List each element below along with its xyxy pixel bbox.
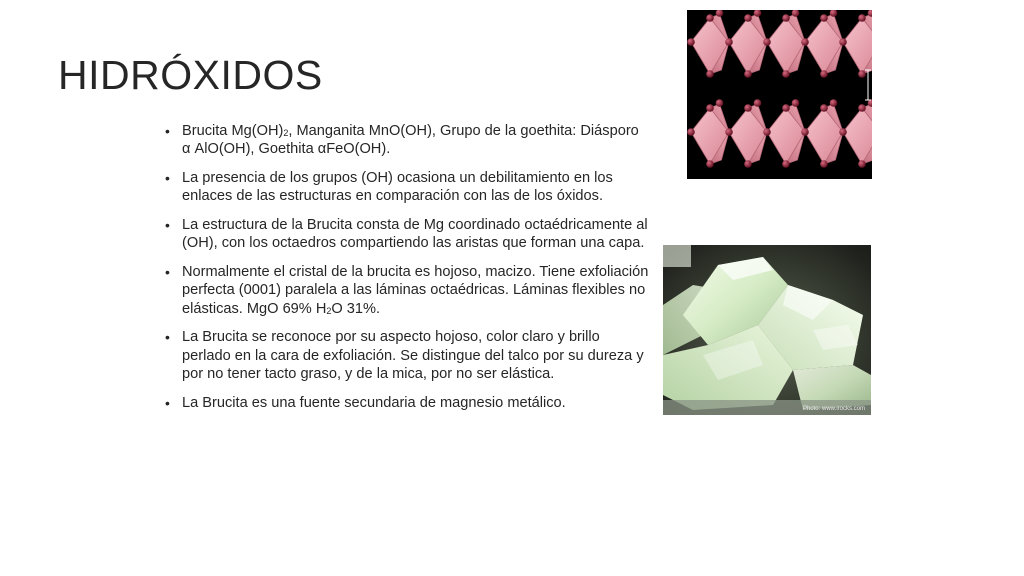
atom xyxy=(744,14,752,22)
bullet-dot: • xyxy=(165,394,170,411)
atom xyxy=(782,14,790,22)
atom xyxy=(687,38,695,46)
atom xyxy=(754,99,762,107)
bullet-list xyxy=(165,122,650,422)
bullet-text: Normalmente el cristal de la brucita es hojoso, macizo. Tiene exfoliación perfecta (0001) paralela a las láminas octaédricas. Láminas flexibles no elásticas. MgO 69% H xyxy=(182,264,649,317)
bullet-item xyxy=(165,169,650,206)
atom xyxy=(820,14,828,22)
bullet-item xyxy=(165,216,650,253)
atom xyxy=(744,104,752,112)
atom xyxy=(839,128,847,136)
atom xyxy=(792,99,800,107)
atom xyxy=(706,104,714,112)
atom xyxy=(725,38,733,46)
bullet-text: , Manganita MnO(OH), Grupo de la goethita: Diásporo α AlO(OH), Goethita αFeO(OH). xyxy=(182,123,639,158)
atom xyxy=(820,160,828,168)
octahedral-layer-structure-icon xyxy=(687,10,872,179)
bullet-dot: • xyxy=(165,329,170,346)
atom xyxy=(858,104,866,112)
photo-credit: Photo: www.irocks.com xyxy=(802,406,865,412)
bullet-dot: • xyxy=(165,123,170,139)
bullet-item xyxy=(165,394,650,412)
bullet-text: Brucita Mg(OH) xyxy=(182,123,284,139)
atom xyxy=(801,38,809,46)
bullet-text: La presencia de los grupos (OH) ocasiona un debilitamiento en los enlaces de las estructuras en comparación con las de los óxidos. xyxy=(182,170,613,205)
brucite-crystal-image xyxy=(663,245,871,415)
atom xyxy=(716,99,724,107)
atom xyxy=(763,38,771,46)
slide-title: HIDRÓXIDOS xyxy=(58,52,323,98)
subscript-text: 2 xyxy=(326,305,332,316)
brucite-crystal-photo-icon xyxy=(663,245,871,415)
atom xyxy=(830,99,838,107)
bullet-dot: • xyxy=(165,264,170,280)
atom xyxy=(782,70,790,78)
atom xyxy=(858,160,866,168)
bullet-text: La estructura de la Brucita consta de Mg coordinado octaédricamente al (OH), con los octaedros compartiendo las aristas que forman una capa. xyxy=(182,217,648,252)
bullet-text: O 31%. xyxy=(331,300,381,317)
atom xyxy=(782,160,790,168)
subscript-text: 2 xyxy=(283,128,289,138)
bullet-item xyxy=(165,328,650,383)
atom xyxy=(706,160,714,168)
atom xyxy=(725,128,733,136)
atom xyxy=(744,160,752,168)
bullet-item xyxy=(165,122,650,159)
atom xyxy=(706,70,714,78)
atom xyxy=(687,128,695,136)
bullet-dot: • xyxy=(165,170,170,186)
bullet-text: La Brucita es una fuente secundaria de magnesio metálico. xyxy=(182,394,566,411)
bullet-item xyxy=(165,263,650,318)
octahedral-structure-image xyxy=(687,10,872,179)
bullet-text: La Brucita se reconoce por su aspecto hojoso, color claro y brillo perlado en la cara de exfoliación. Se distingue del talco por su dureza y por no tener tacto graso, y de la mica, por no ser elástica. xyxy=(182,329,644,383)
atom xyxy=(820,70,828,78)
bullet-dot: • xyxy=(165,217,170,233)
atom xyxy=(820,104,828,112)
atom xyxy=(858,14,866,22)
atom xyxy=(763,128,771,136)
atom xyxy=(706,14,714,22)
atom xyxy=(801,128,809,136)
atom xyxy=(744,70,752,78)
atom xyxy=(839,38,847,46)
atom xyxy=(858,70,866,78)
atom xyxy=(782,104,790,112)
